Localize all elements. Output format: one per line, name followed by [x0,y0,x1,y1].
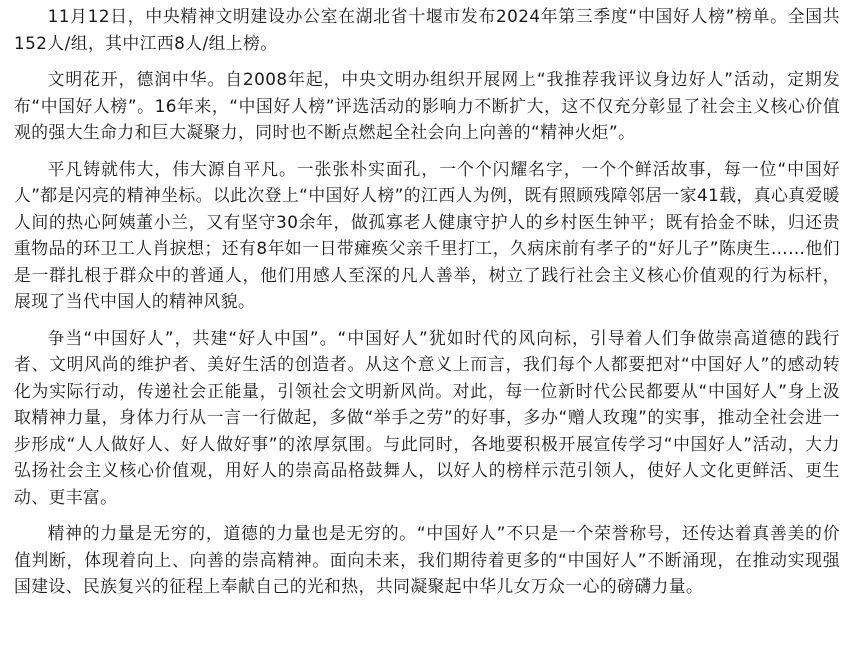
paragraph-examples: 平凡铸就伟大，伟大源自平凡。一张张朴实面孔，一个个闪耀名字，一个个鲜活故事，每一位“中国好人”都是闪亮的精神坐标。以此次登上“中国好人榜”的江西人为例，既有照顾残障邻居一家41载，真心真爱暖人间的热心阿姨董小兰，又有坚守30余年，做孤寡老人健康守护人的乡村医生钟平；既有拾金不昧，归还贵重物品的环卫工人肖捩想；还有8年如一日带瘫痪父亲千里打工，久病床前有孝子的“好儿子”陈庚生……他们是一群扎根于群众中的普通人，他们用感人至深的凡人善举，树立了践行社会主义核心价值观的行为标杆，展现了当代中国人的精神风貌。 [14,158,840,311]
paragraph-call-to-action: 争当“中国好人”，共建“好人中国”。“中国好人”犹如时代的风向标，引导着人们争做崇高道德的践行者、文明风尚的维护者、美好生活的创造者。从这个意义上而言，我们每个人都要把对“中国好人”的感动转化为实际行动，传递社会正能量，引领社会文明新风尚。对此，每一位新时代公民都要从“中国好人”身上汲取精神力量，身体力行从一言一行做起，多做“举手之劳”的好事，多办“赠人玫瑰”的实事，推动全社会进一步形成“人人做好人、好人做好事”的浓厚氛围。与此同时，各地要积极开展宣传学习“中国好人”活动，大力弘扬社会主义核心价值观，用好人的崇高品格鼓舞人，以好人的榜样示范引领人，使好人文化更鲜活、更生动、更丰富。 [14,327,840,507]
article-body [14,3,840,610]
paragraph-background: 文明花开，德润中华。自2008年起，中央文明办组织开展网上“我推荐我评议身边好人”活动，定期发布“中国好人榜”。16年来，“中国好人榜”评选活动的影响力不断扩大，这不仅充分彰显了社会主义核心价值观的强大生命力和巨大凝聚力，同时也不断点燃起全社会向上向善的“精神火炬”。 [14,69,840,142]
paragraph-conclusion: 精神的力量是无穷的，道德的力量也是无穷的。“中国好人”不只是一个荣誉称号，还传达着真善美的价值判断，体现着向上、向善的崇高精神。面向未来，我们期待着更多的“中国好人”不断涌现，在推动实现强国建设、民族复兴的征程上奉献自己的光和热，共同凝聚起中华儿女万众一心的磅礴力量。 [14,523,840,596]
paragraph-announcement: 11月12日，中央精神文明建设办公室在湖北省十堰市发布2024年第三季度“中国好人榜”榜单。全国共152人/组，其中江西8人/组上榜。 [14,6,840,53]
